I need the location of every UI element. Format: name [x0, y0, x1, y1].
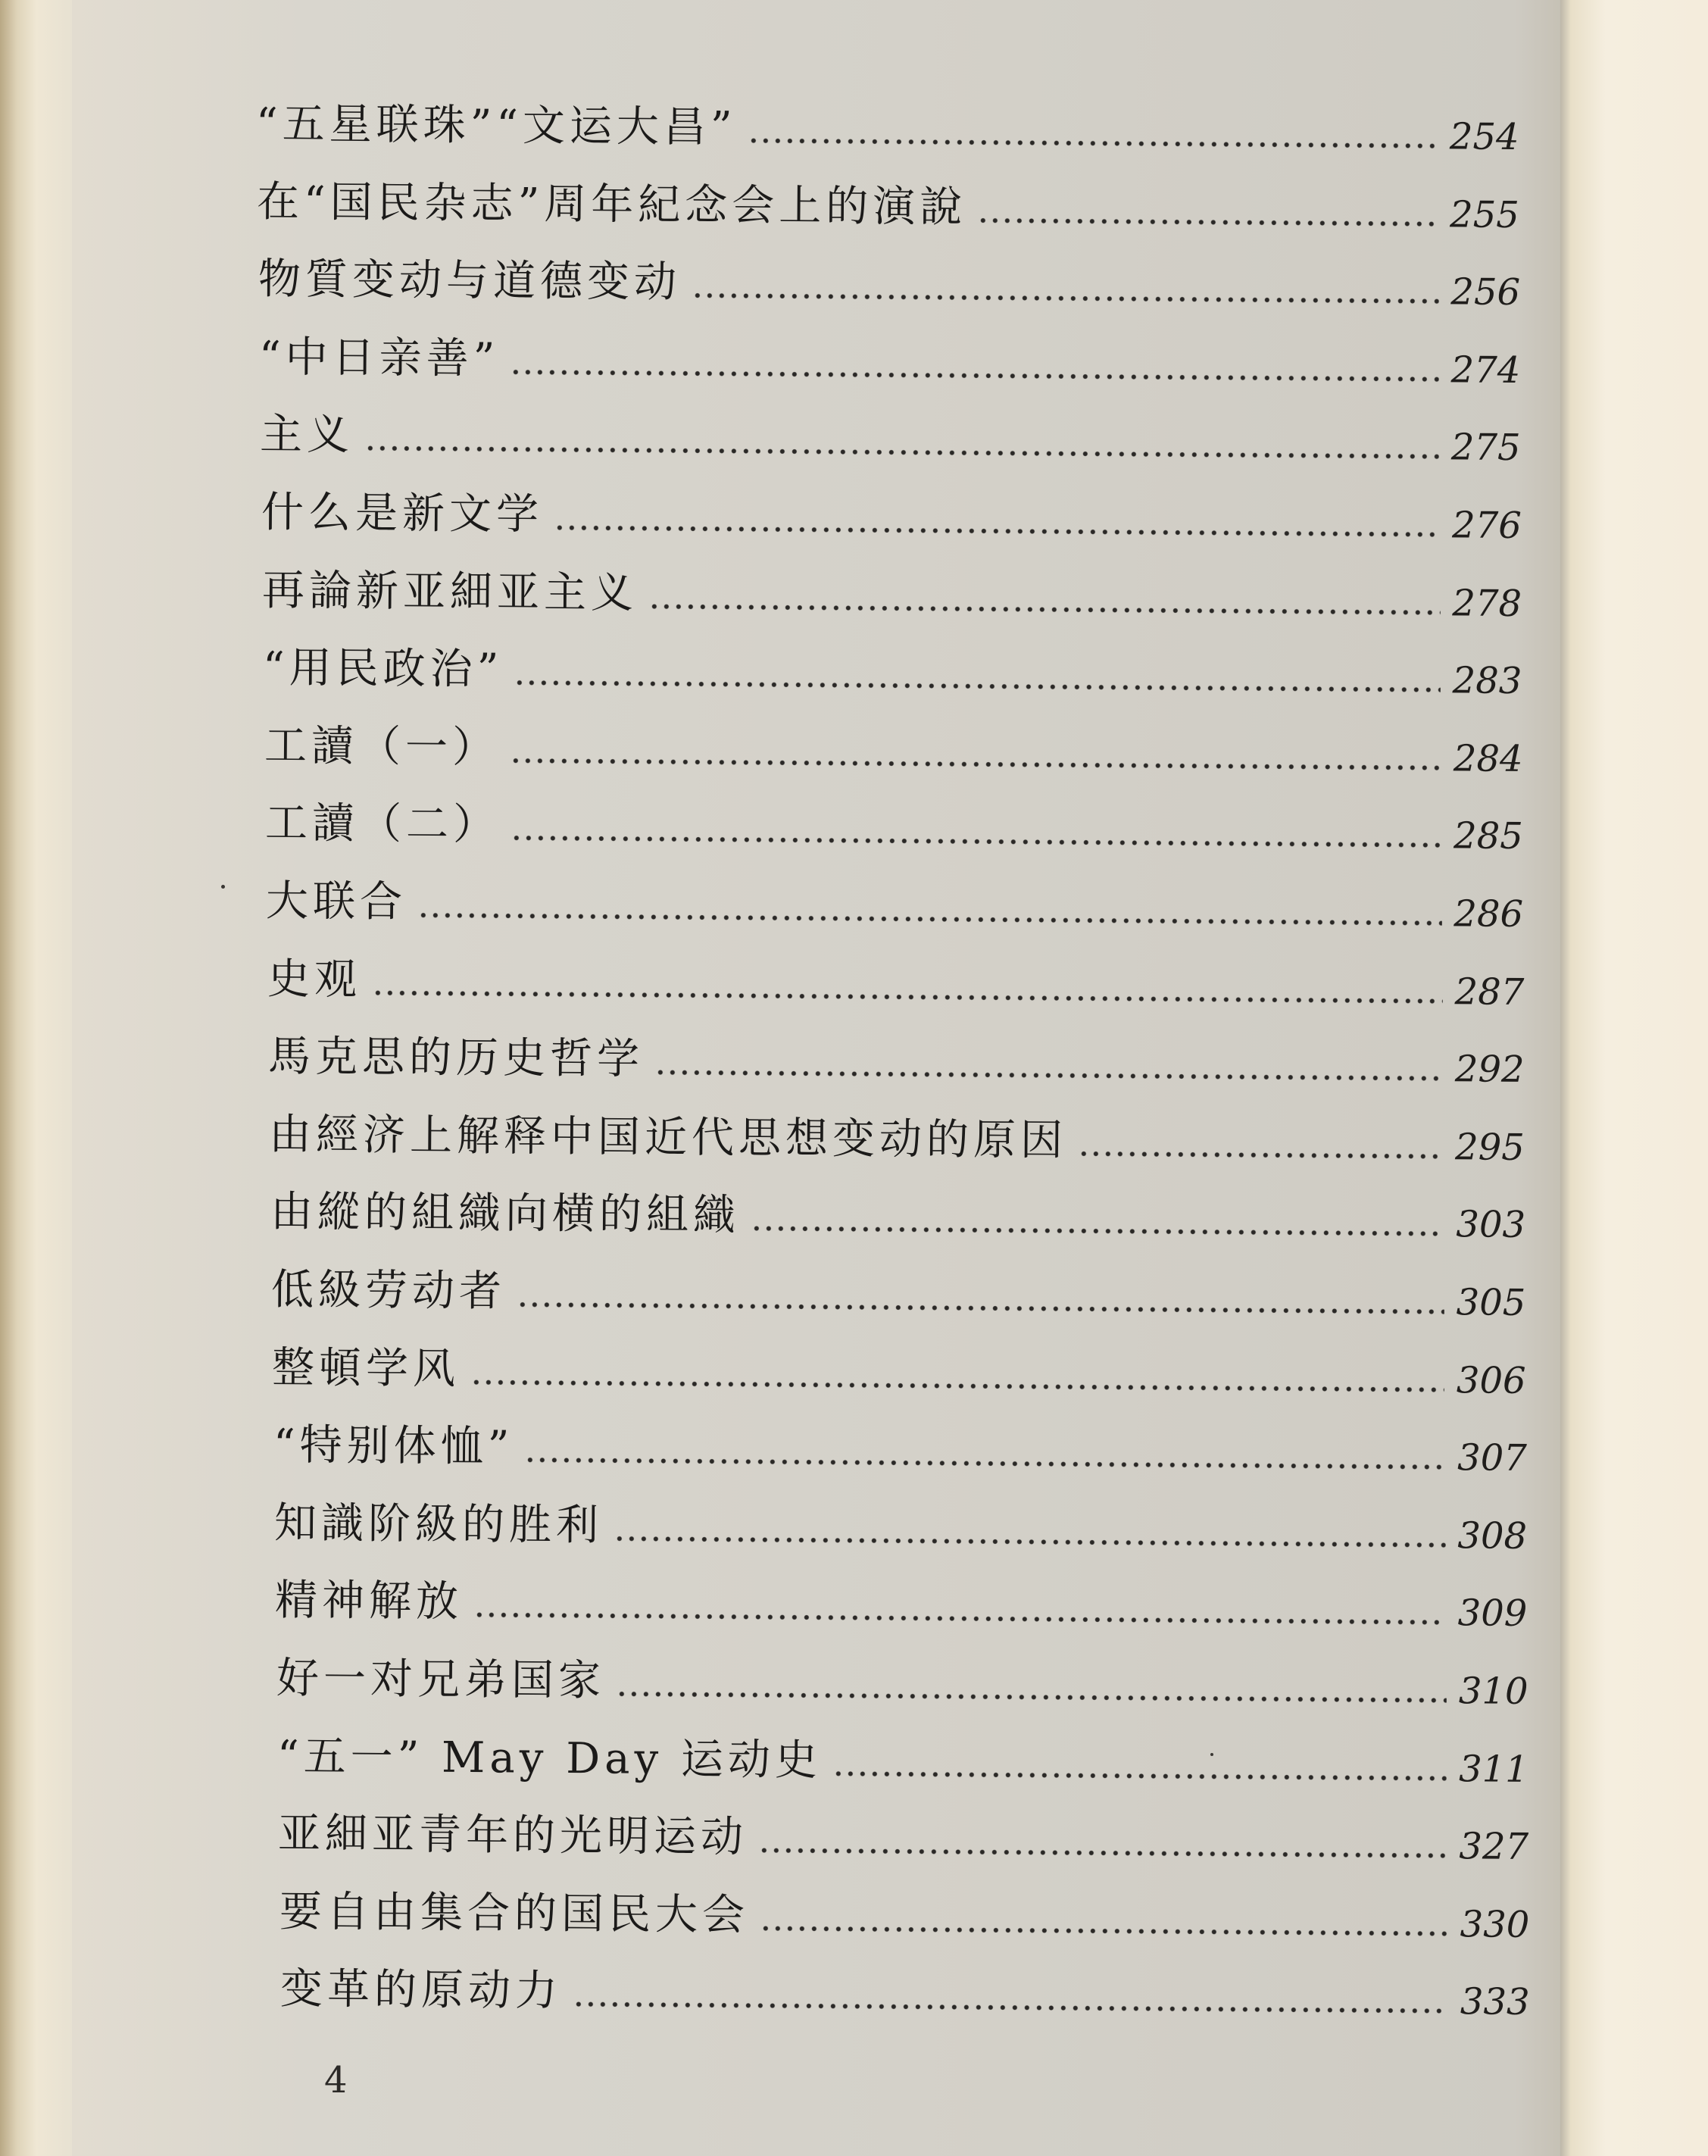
- toc-entry-page-number: 295: [1455, 1126, 1525, 1169]
- toc-entry-page-number: 255: [1450, 192, 1520, 236]
- toc-entry: [264, 714, 1537, 788]
- toc-entry: [276, 1647, 1542, 1720]
- toc-entry-title: “用民政治”: [263, 643, 504, 695]
- dot-leader: [648, 603, 1441, 616]
- dot-leader: [514, 680, 1441, 694]
- dot-leader: [517, 1301, 1444, 1316]
- dot-leader: [417, 912, 1442, 927]
- toc-entry: [258, 248, 1534, 321]
- dot-leader: [553, 524, 1439, 538]
- toc-entry-page-number: 308: [1457, 1514, 1528, 1558]
- dot-leader: [615, 1691, 1446, 1704]
- dot-leader: [977, 217, 1438, 227]
- toc-entry-title: 好一对兄弟国家: [276, 1654, 605, 1706]
- toc-entry-title: 馬克思的历史哲学: [267, 1032, 645, 1085]
- toc-entry-title: 大联合: [266, 876, 407, 927]
- dot-leader: [470, 1379, 1444, 1393]
- toc-entry-title: 主义: [260, 410, 354, 461]
- toc-entry-title: “中日亲善”: [258, 332, 500, 384]
- toc-entry: [267, 948, 1538, 1021]
- toc-entry-page-number: 274: [1450, 348, 1521, 392]
- toc-entry-page-number: 305: [1456, 1281, 1526, 1325]
- dot-leader: [511, 835, 1441, 849]
- toc-entry: [265, 792, 1538, 865]
- toc-entry-title: 物質变动与道德变动: [258, 255, 681, 308]
- toc-entry: [266, 870, 1538, 943]
- toc-entry-title: 由經济上解释中国近代思想变动的原因: [269, 1109, 1068, 1166]
- toc-entry-page-number: 275: [1451, 426, 1522, 470]
- toc-entry: [257, 170, 1534, 244]
- toc-entry-page-number: 311: [1458, 1747, 1529, 1791]
- dot-leader: [364, 445, 1439, 460]
- dot-leader: [614, 1535, 1446, 1548]
- toc-entry: [262, 559, 1536, 633]
- dot-leader: [750, 1225, 1444, 1237]
- toc-entry-page-number: 278: [1452, 581, 1522, 625]
- toc-entry-title: 什么是新文学: [261, 488, 543, 539]
- toc-entry-title: 在“国民杂志”周年紀念会上的演說: [257, 177, 967, 232]
- toc-entry: [260, 403, 1535, 477]
- dot-leader: [573, 2001, 1448, 2014]
- toc-entry: [280, 1958, 1544, 2031]
- page-folio: 4: [324, 2059, 348, 2101]
- toc-entry-page-number: 306: [1457, 1358, 1527, 1402]
- dot-leader: [691, 292, 1438, 305]
- dot-leader: [654, 1069, 1443, 1082]
- dot-leader: [758, 1847, 1447, 1859]
- toc-entry-page-number: 287: [1454, 970, 1525, 1014]
- toc-entry-page-number: 256: [1450, 270, 1520, 314]
- dot-leader: [371, 989, 1442, 1005]
- dot-leader: [523, 1457, 1444, 1471]
- toc-entry: [279, 1880, 1543, 1954]
- toc-entry-page-number: 276: [1451, 504, 1522, 548]
- toc-entry: [261, 481, 1535, 555]
- toc-entry-title: 要自由集合的国民大会: [279, 1886, 749, 1940]
- toc-entry-title: 知識阶級的胜利: [273, 1498, 604, 1551]
- toc-entry-title: 精神解放: [275, 1576, 464, 1627]
- toc-entry: [259, 326, 1535, 399]
- ink-speck: [1210, 1753, 1213, 1756]
- toc-entry-page-number: 330: [1460, 1903, 1530, 1946]
- toc-entry-page-number: 303: [1455, 1203, 1525, 1247]
- toc-entry-page-number: 327: [1459, 1825, 1529, 1869]
- toc-entry-title: 再論新亚細亚主义: [261, 565, 639, 618]
- toc-entry-page-number: 286: [1454, 892, 1524, 936]
- toc-entry-title: 整頓学风: [272, 1342, 461, 1394]
- dot-leader: [832, 1770, 1447, 1781]
- toc-entry-title: “五一” May Day 运动史: [276, 1731, 823, 1786]
- toc-entry-page-number: 292: [1454, 1048, 1525, 1092]
- dot-leader: [510, 368, 1439, 383]
- toc-entry-title: “特别体恤”: [273, 1420, 514, 1472]
- toc-entry: [269, 1103, 1539, 1176]
- toc-entry-page-number: 254: [1449, 115, 1519, 159]
- toc-entry-page-number: 285: [1453, 814, 1524, 858]
- dot-leader: [509, 757, 1441, 771]
- toc-entry: [274, 1492, 1541, 1565]
- toc-entry-title: 亚細亚青年的光明运动: [278, 1809, 748, 1863]
- toc-entry-page-number: 284: [1453, 737, 1523, 780]
- toc-entry-page-number: 333: [1460, 1980, 1530, 2024]
- toc-entry-page-number: 283: [1452, 659, 1522, 703]
- toc-entry: [256, 92, 1534, 166]
- dot-leader: [1078, 1150, 1443, 1160]
- toc-entry-title: 低級劳动者: [270, 1265, 507, 1317]
- toc-entry: [263, 636, 1536, 710]
- toc-entry-title: 由縱的組織向横的組織: [270, 1187, 740, 1241]
- toc-entry: [268, 1025, 1539, 1098]
- ink-speck: [221, 885, 225, 889]
- toc-entry-title: 工讀（一）: [264, 720, 499, 773]
- dot-leader: [759, 1925, 1447, 1937]
- toc-entry-title: 史观: [267, 954, 361, 1005]
- toc-entry-title: 变革的原动力: [279, 1964, 563, 2017]
- toc-entry-page-number: 310: [1458, 1670, 1528, 1713]
- toc-entry-page-number: 309: [1457, 1592, 1528, 1636]
- toc-entry-title: “五星联珠”“文运大昌”: [255, 99, 737, 152]
- toc-entry: [273, 1414, 1541, 1487]
- toc-entry-title: 工讀（二）: [264, 798, 501, 850]
- toc-entry: [277, 1725, 1543, 1798]
- toc-entry: [270, 1180, 1539, 1254]
- toc-entry: [271, 1258, 1540, 1332]
- toc-entry: [275, 1569, 1541, 1642]
- dot-leader: [748, 137, 1438, 149]
- toc-entry: [278, 1802, 1543, 1876]
- toc-entry: [272, 1336, 1541, 1410]
- toc-entry-page-number: 307: [1457, 1436, 1527, 1480]
- dot-leader: [473, 1611, 1446, 1626]
